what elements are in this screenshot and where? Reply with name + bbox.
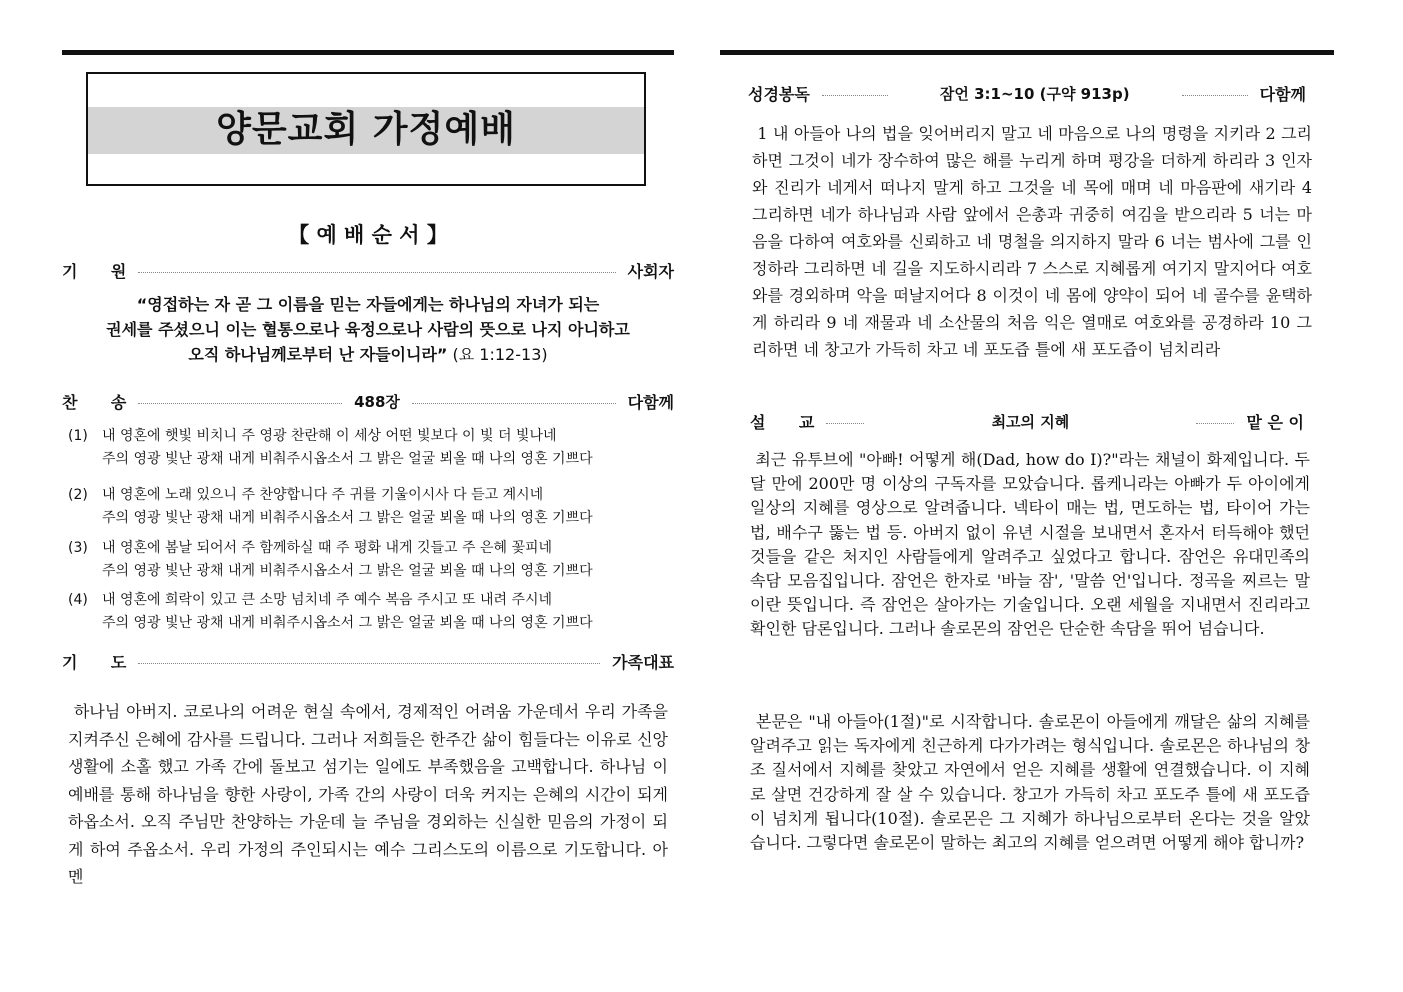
prayer-label: 기 도 <box>62 652 127 672</box>
hymn-refrain-line: 주의 영광 빛난 광채 내게 비춰주시옵소서 그 밝은 얼굴 뵈올 때 나의 영혼 기쁘다 <box>102 451 593 467</box>
scripture-reading-row <box>748 80 1306 106</box>
dotted-leader <box>1182 95 1248 96</box>
invocation-leader: 사회자 <box>627 261 674 281</box>
dotted-leader <box>822 95 888 96</box>
hymn-verse-line: 내 영혼에 희락이 있고 큰 소망 넘치네 주 예수 복음 주시고 또 내려 주시네 <box>102 592 553 608</box>
dotted-leader <box>1196 423 1234 424</box>
top-rule-left <box>62 50 674 55</box>
dotted-leader <box>826 423 864 424</box>
sermon-label: 설 교 <box>750 412 815 432</box>
sermon-row <box>750 408 1304 434</box>
verse-line-1: “영접하는 자 곧 그 이름을 믿는 자들에게는 하나님의 자녀가 되는 <box>136 295 600 314</box>
title-box <box>86 72 646 186</box>
hymn-leader: 다함께 <box>627 392 674 412</box>
verse-line-2: 권세를 주셨으니 이는 혈통으로나 육정으로나 사람의 뜻으로 나지 아니하고 <box>106 320 630 339</box>
hymn-verse <box>68 537 668 583</box>
prayer-row <box>62 648 674 674</box>
hymn-row <box>62 388 674 414</box>
hymn-verse <box>68 484 668 530</box>
top-rule-right <box>720 50 1334 55</box>
hymn-verse-number: (3) <box>68 540 88 556</box>
sermon-title: 최고의 지혜 <box>991 412 1070 431</box>
opening-verse <box>62 292 674 367</box>
verse-line-3 <box>62 342 674 367</box>
reading-label: 성경봉독 <box>748 84 810 104</box>
verse-reference: (요 1:12-13) <box>447 345 548 364</box>
hymn-verse <box>68 425 668 471</box>
reading-leader: 다함께 <box>1259 84 1306 104</box>
scripture-text: 1 내 아들아 나의 법을 잊어버리지 말고 네 마음으로 나의 명령을 지키라 2 그리하면 그것이 네가 장수하여 많은 해를 누리게 하며 평강을 더하게 하리라 3 인자와 진리가 네게서 떠나지 말게 하고 그것을 네 목에 매며 네 마음판에 새기라 4 그리하면 네가 하나님과 사람 앞에서 은총과 귀중히 여김을 받으리라 5 너는 마음을 다하여 여호와를 신뢰하고 네 명철을 의지하지 말라 6 너는 범사에 그를 인정하라 그리하면 네 길을 지도하시리라 7 스스로 지혜롭게 여기지 말지어다 여호와를 경외하며 악을 떠날지어다 8 이것이 네 몸에 양약이 되어 네 골수를 윤택하게 하리라 9 네 재물과 네 소산물의 처음 익은 열매로 여호와를 공경하라 10 그리하면 네 창고가 가득히 차고 네 포도즙 틀에 새 포도즙이 넘치리라 <box>752 124 1312 359</box>
hymn-label: 찬 송 <box>62 392 127 412</box>
invocation-row <box>62 257 674 283</box>
dotted-leader <box>138 663 600 664</box>
worship-order-heading: 【 예 배 순 서 】 <box>288 223 448 247</box>
prayer-text: 하나님 아버지. 코로나의 어려운 현실 속에서, 경제적인 어려움 가운데서 우리 가족을 지켜주신 은혜에 감사를 드립니다. 그러나 저희들은 한주간 삶이 힘들다는 이유로 신앙생활에 소홀 했고 가족 간에 돌보고 섬기는 일에도 부족했음을 고백합니다. 하나님 이 예배를 통해 하나님을 향한 사랑이, 가족 간의 사랑이 더욱 커지는 은혜의 시간이 되게 하옵소서. 오직 주님만 찬양하는 가운데 늘 주님을 경외하는 신실한 믿음의 가정이 되게 하여 주옵소서. 우리 가정의 주인되시는 예수 그리스도의 이름으로 기도합니다. 아멘 <box>68 702 668 886</box>
hymn-verse-line: 내 영혼에 봄날 되어서 주 함께하실 때 주 평화 내게 깃들고 주 은혜 꽃피네 <box>102 540 553 556</box>
hymn-refrain-line: 주의 영광 빛난 광채 내게 비춰주시옵소서 그 밝은 얼굴 뵈올 때 나의 영혼 기쁘다 <box>102 615 593 631</box>
reading-passage: 잠언 3:1~10 (구약 913p) <box>939 84 1130 103</box>
page-title: 양문교회 가정예배 <box>216 109 516 150</box>
verse-line-3-text: 오직 하나님께로부터 난 자들이니라” <box>188 345 448 364</box>
hymn-refrain-line: 주의 영광 빛난 광채 내게 비춰주시옵소서 그 밝은 얼굴 뵈올 때 나의 영혼 기쁘다 <box>102 510 593 526</box>
hymn-verse-number: (4) <box>68 592 88 608</box>
dotted-leader <box>412 403 616 404</box>
hymn-refrain-line: 주의 영광 빛난 광채 내게 비춰주시옵소서 그 밝은 얼굴 뵈올 때 나의 영혼 기쁘다 <box>102 563 593 579</box>
sermon-leader: 맡 은 이 <box>1246 412 1304 432</box>
dotted-leader <box>138 403 342 404</box>
hymn-verse <box>68 589 668 635</box>
sermon-paragraph-1: 최근 유투브에 "아빠! 어떻게 해(Dad, how do I)?"라는 채널이 화제입니다. 두 달 만에 200만 명 이상의 구독자를 모았습니다. 롭케니라는 아빠가 두 아이에게 일상의 지혜를 영상으로 알려줍니다. 넥타이 매는 법, 면도하는 법, 타이어 가는 법, 배수구 뚫는 법 등. 아버지 없이 유년 시절을 보내면서 혼자서 터득해야 했던 것들을 같은 처지인 사람들에게 알려주고 싶었다고 합니다. 잠언은 유대민족의 속담 모음집입니다. 잠언은 한자로 '바늘 잠', '말씀 언'입니다. 정곡을 찌르는 말이란 뜻입니다. 즉 잠언은 살아가는 기술입니다. 오랜 세월을 지내면서 진리라고 확인한 담론입니다. 그러나 솔로몬의 잠언은 단순한 속담을 뛰어 넘습니다. <box>750 450 1310 639</box>
hymn-verse-line: 내 영혼에 햇빛 비치니 주 영광 찬란해 이 세상 어떤 빛보다 이 빛 더 빛나네 <box>102 428 557 444</box>
hymn-verse-number: (2) <box>68 487 88 503</box>
hymn-verse-number: (1) <box>68 428 88 444</box>
dotted-leader <box>138 272 615 273</box>
sermon-paragraph-2: 본문은 "내 아들아(1절)"로 시작합니다. 솔로몬이 아들에게 깨달은 삶의 지혜를 알려주고 읽는 독자에게 친근하게 다가가려는 형식입니다. 솔로몬은 하나님의 창조 질서에서 지혜를 찾았고 자연에서 얻은 지혜를 생활에 연결했습니다. 이 지혜로 살면 건강하게 잘 살 수 있습니다. 창고가 가득히 차고 포도주 틀에 새 포도즙이 넘치게 됩니다(10절). 솔로몬은 그 지혜가 하나님으로부터 온다는 것을 알았습니다. 그렇다면 솔로몬이 말하는 최고의 지혜를 얻으려면 어떻게 해야 합니까? <box>750 712 1310 853</box>
hymn-verse-line: 내 영혼에 노래 있으니 주 찬양합니다 주 귀를 기울이시사 다 듣고 계시네 <box>102 487 544 503</box>
invocation-label: 기 원 <box>62 261 127 281</box>
prayer-leader: 가족대표 <box>612 652 674 672</box>
hymn-number: 488장 <box>354 392 400 411</box>
